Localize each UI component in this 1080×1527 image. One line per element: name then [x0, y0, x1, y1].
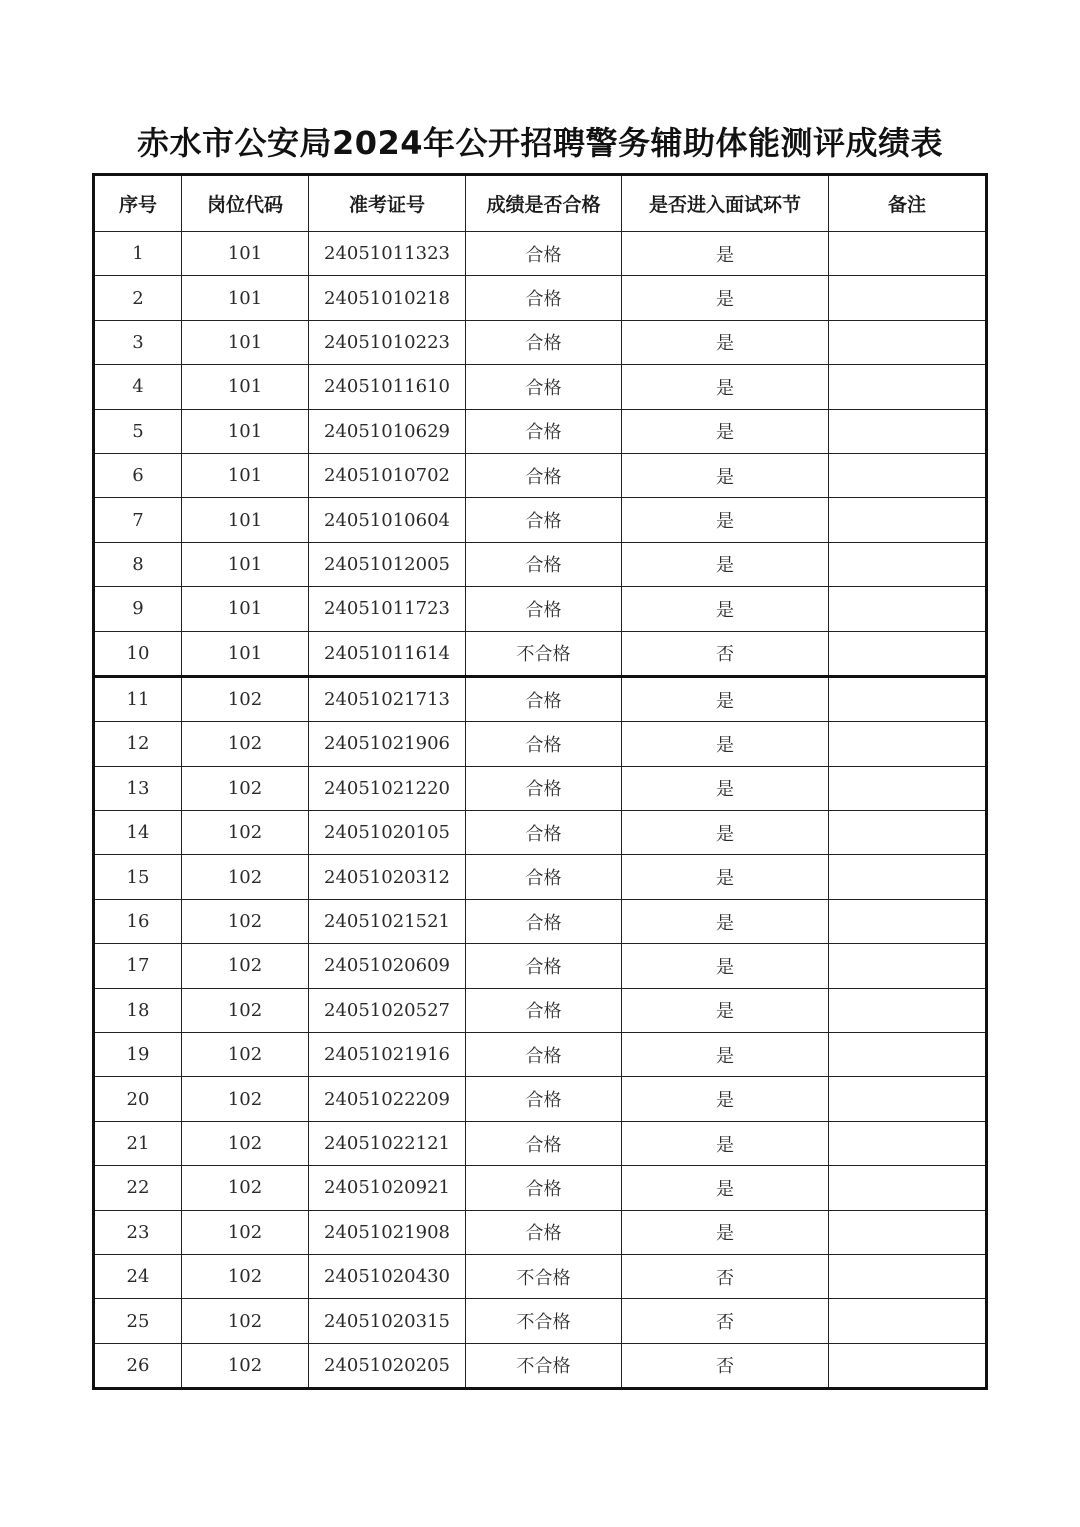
table-row [94, 855, 987, 899]
cell-interview: 是 [622, 811, 829, 855]
cell-note [829, 1210, 987, 1254]
cell-post-code: 101 [182, 409, 309, 453]
cell-interview: 是 [622, 944, 829, 988]
cell-interview: 是 [622, 409, 829, 453]
cell-interview: 是 [622, 899, 829, 943]
cell-note [829, 811, 987, 855]
cell-post-code: 102 [182, 1343, 309, 1388]
cell-qualified: 合格 [466, 676, 622, 721]
cell-exam-id: 24051020205 [309, 1343, 466, 1388]
table-row [94, 988, 987, 1032]
cell-post-code: 102 [182, 944, 309, 988]
table-row [94, 811, 987, 855]
cell-note [829, 409, 987, 453]
cell-seq: 24 [94, 1254, 182, 1298]
cell-exam-id: 24051010702 [309, 453, 466, 497]
cell-interview: 是 [622, 587, 829, 631]
cell-exam-id: 24051021713 [309, 676, 466, 721]
cell-seq: 15 [94, 855, 182, 899]
table-row [94, 722, 987, 766]
table-row [94, 587, 987, 631]
cell-exam-id: 24051010218 [309, 276, 466, 320]
cell-seq: 20 [94, 1077, 182, 1121]
cell-seq: 8 [94, 542, 182, 586]
table-row [94, 1077, 987, 1121]
page-title: 赤水市公安局2024年公开招聘警务辅助体能测评成绩表 [136, 124, 944, 162]
score-table [92, 173, 988, 1390]
cell-note [829, 1033, 987, 1077]
cell-interview: 是 [622, 988, 829, 1032]
cell-exam-id: 24051012005 [309, 542, 466, 586]
cell-note [829, 232, 987, 276]
cell-post-code: 102 [182, 855, 309, 899]
cell-seq: 19 [94, 1033, 182, 1077]
cell-exam-id: 24051020315 [309, 1299, 466, 1343]
table-header [94, 175, 987, 232]
cell-post-code: 102 [182, 1299, 309, 1343]
cell-post-code: 101 [182, 320, 309, 364]
cell-qualified: 合格 [466, 1166, 622, 1210]
cell-note [829, 1299, 987, 1343]
cell-note [829, 766, 987, 810]
cell-qualified: 合格 [466, 944, 622, 988]
header-post-code: 岗位代码 [182, 175, 309, 232]
cell-qualified: 合格 [466, 365, 622, 409]
cell-seq: 3 [94, 320, 182, 364]
cell-seq: 7 [94, 498, 182, 542]
cell-seq: 14 [94, 811, 182, 855]
header-seq: 序号 [94, 175, 182, 232]
cell-exam-id: 24051021908 [309, 1210, 466, 1254]
cell-interview: 是 [622, 1077, 829, 1121]
table-row [94, 676, 987, 721]
cell-exam-id: 24051010604 [309, 498, 466, 542]
cell-post-code: 101 [182, 276, 309, 320]
cell-note [829, 631, 987, 676]
cell-qualified: 合格 [466, 409, 622, 453]
cell-qualified: 合格 [466, 1033, 622, 1077]
cell-note [829, 1343, 987, 1388]
cell-note [829, 988, 987, 1032]
cell-interview: 是 [622, 676, 829, 721]
cell-post-code: 102 [182, 766, 309, 810]
cell-note [829, 1166, 987, 1210]
cell-qualified: 合格 [466, 453, 622, 497]
cell-post-code: 101 [182, 453, 309, 497]
cell-post-code: 101 [182, 365, 309, 409]
table-row [94, 1343, 987, 1388]
cell-note [829, 722, 987, 766]
table-row [94, 498, 987, 542]
header-row [94, 175, 987, 232]
header-exam-id: 准考证号 [309, 175, 466, 232]
cell-interview: 是 [622, 1166, 829, 1210]
cell-interview: 是 [622, 453, 829, 497]
cell-seq: 1 [94, 232, 182, 276]
cell-post-code: 102 [182, 1254, 309, 1298]
cell-exam-id: 24051020527 [309, 988, 466, 1032]
cell-seq: 17 [94, 944, 182, 988]
cell-seq: 2 [94, 276, 182, 320]
cell-note [829, 453, 987, 497]
cell-seq: 25 [94, 1299, 182, 1343]
cell-exam-id: 24051020921 [309, 1166, 466, 1210]
cell-exam-id: 24051011610 [309, 365, 466, 409]
cell-exam-id: 24051021521 [309, 899, 466, 943]
cell-interview: 是 [622, 766, 829, 810]
cell-exam-id: 24051021916 [309, 1033, 466, 1077]
cell-seq: 16 [94, 899, 182, 943]
cell-post-code: 102 [182, 676, 309, 721]
cell-post-code: 102 [182, 1121, 309, 1165]
table-row [94, 1166, 987, 1210]
cell-seq: 21 [94, 1121, 182, 1165]
header-interview: 是否进入面试环节 [622, 175, 829, 232]
cell-qualified: 合格 [466, 498, 622, 542]
cell-interview: 是 [622, 542, 829, 586]
cell-seq: 9 [94, 587, 182, 631]
table-row [94, 1033, 987, 1077]
cell-exam-id: 24051010629 [309, 409, 466, 453]
cell-interview: 是 [622, 1033, 829, 1077]
cell-qualified: 不合格 [466, 631, 622, 676]
cell-exam-id: 24051020105 [309, 811, 466, 855]
cell-qualified: 合格 [466, 899, 622, 943]
cell-exam-id: 24051020609 [309, 944, 466, 988]
cell-qualified: 合格 [466, 587, 622, 631]
cell-post-code: 102 [182, 722, 309, 766]
cell-qualified: 合格 [466, 1210, 622, 1254]
header-qualified: 成绩是否合格 [466, 175, 622, 232]
cell-note [829, 1121, 987, 1165]
cell-post-code: 102 [182, 1033, 309, 1077]
cell-qualified: 合格 [466, 988, 622, 1032]
cell-interview: 是 [622, 1210, 829, 1254]
cell-interview: 否 [622, 1343, 829, 1388]
cell-exam-id: 24051011323 [309, 232, 466, 276]
cell-seq: 22 [94, 1166, 182, 1210]
cell-interview: 是 [622, 320, 829, 364]
cell-note [829, 1077, 987, 1121]
cell-seq: 18 [94, 988, 182, 1032]
cell-note [829, 365, 987, 409]
cell-qualified: 合格 [466, 722, 622, 766]
cell-post-code: 102 [182, 1166, 309, 1210]
cell-note [829, 542, 987, 586]
cell-qualified: 合格 [466, 320, 622, 364]
cell-qualified: 合格 [466, 232, 622, 276]
cell-interview: 否 [622, 631, 829, 676]
cell-post-code: 101 [182, 631, 309, 676]
cell-note [829, 320, 987, 364]
table-row [94, 409, 987, 453]
table-row [94, 1210, 987, 1254]
cell-post-code: 102 [182, 1210, 309, 1254]
table-row [94, 1121, 987, 1165]
table-row [94, 365, 987, 409]
cell-note [829, 498, 987, 542]
cell-interview: 否 [622, 1254, 829, 1298]
table-row [94, 276, 987, 320]
cell-note [829, 855, 987, 899]
cell-qualified: 合格 [466, 766, 622, 810]
cell-exam-id: 24051021906 [309, 722, 466, 766]
cell-seq: 13 [94, 766, 182, 810]
table-row [94, 766, 987, 810]
cell-qualified: 合格 [466, 542, 622, 586]
cell-exam-id: 24051022121 [309, 1121, 466, 1165]
cell-post-code: 102 [182, 899, 309, 943]
cell-qualified: 不合格 [466, 1254, 622, 1298]
cell-exam-id: 24051011723 [309, 587, 466, 631]
cell-seq: 26 [94, 1343, 182, 1388]
table-row [94, 899, 987, 943]
cell-exam-id: 24051021220 [309, 766, 466, 810]
cell-interview: 是 [622, 498, 829, 542]
cell-qualified: 合格 [466, 1121, 622, 1165]
cell-note [829, 1254, 987, 1298]
cell-post-code: 101 [182, 498, 309, 542]
cell-note [829, 587, 987, 631]
cell-seq: 6 [94, 453, 182, 497]
cell-note [829, 676, 987, 721]
cell-seq: 11 [94, 676, 182, 721]
table-row [94, 453, 987, 497]
table-row [94, 542, 987, 586]
cell-post-code: 102 [182, 1077, 309, 1121]
cell-exam-id: 24051022209 [309, 1077, 466, 1121]
cell-interview: 是 [622, 276, 829, 320]
table-row [94, 232, 987, 276]
cell-qualified: 合格 [466, 276, 622, 320]
cell-note [829, 276, 987, 320]
table-row [94, 1254, 987, 1298]
cell-qualified: 不合格 [466, 1299, 622, 1343]
cell-interview: 是 [622, 232, 829, 276]
table-row [94, 320, 987, 364]
cell-interview: 是 [622, 1121, 829, 1165]
cell-qualified: 合格 [466, 855, 622, 899]
cell-exam-id: 24051011614 [309, 631, 466, 676]
cell-post-code: 102 [182, 811, 309, 855]
header-note: 备注 [829, 175, 987, 232]
cell-exam-id: 24051020312 [309, 855, 466, 899]
cell-interview: 是 [622, 855, 829, 899]
cell-interview: 是 [622, 722, 829, 766]
cell-exam-id: 24051020430 [309, 1254, 466, 1298]
cell-post-code: 102 [182, 988, 309, 1032]
cell-seq: 4 [94, 365, 182, 409]
cell-note [829, 944, 987, 988]
cell-post-code: 101 [182, 542, 309, 586]
cell-post-code: 101 [182, 587, 309, 631]
cell-qualified: 合格 [466, 811, 622, 855]
cell-note [829, 899, 987, 943]
table-row [94, 944, 987, 988]
cell-post-code: 101 [182, 232, 309, 276]
cell-seq: 10 [94, 631, 182, 676]
cell-qualified: 合格 [466, 1077, 622, 1121]
cell-interview: 是 [622, 365, 829, 409]
cell-qualified: 不合格 [466, 1343, 622, 1388]
cell-interview: 否 [622, 1299, 829, 1343]
table-body [94, 232, 987, 1389]
cell-seq: 12 [94, 722, 182, 766]
table-row [94, 631, 987, 676]
table-row [94, 1299, 987, 1343]
cell-seq: 5 [94, 409, 182, 453]
cell-seq: 23 [94, 1210, 182, 1254]
cell-exam-id: 24051010223 [309, 320, 466, 364]
